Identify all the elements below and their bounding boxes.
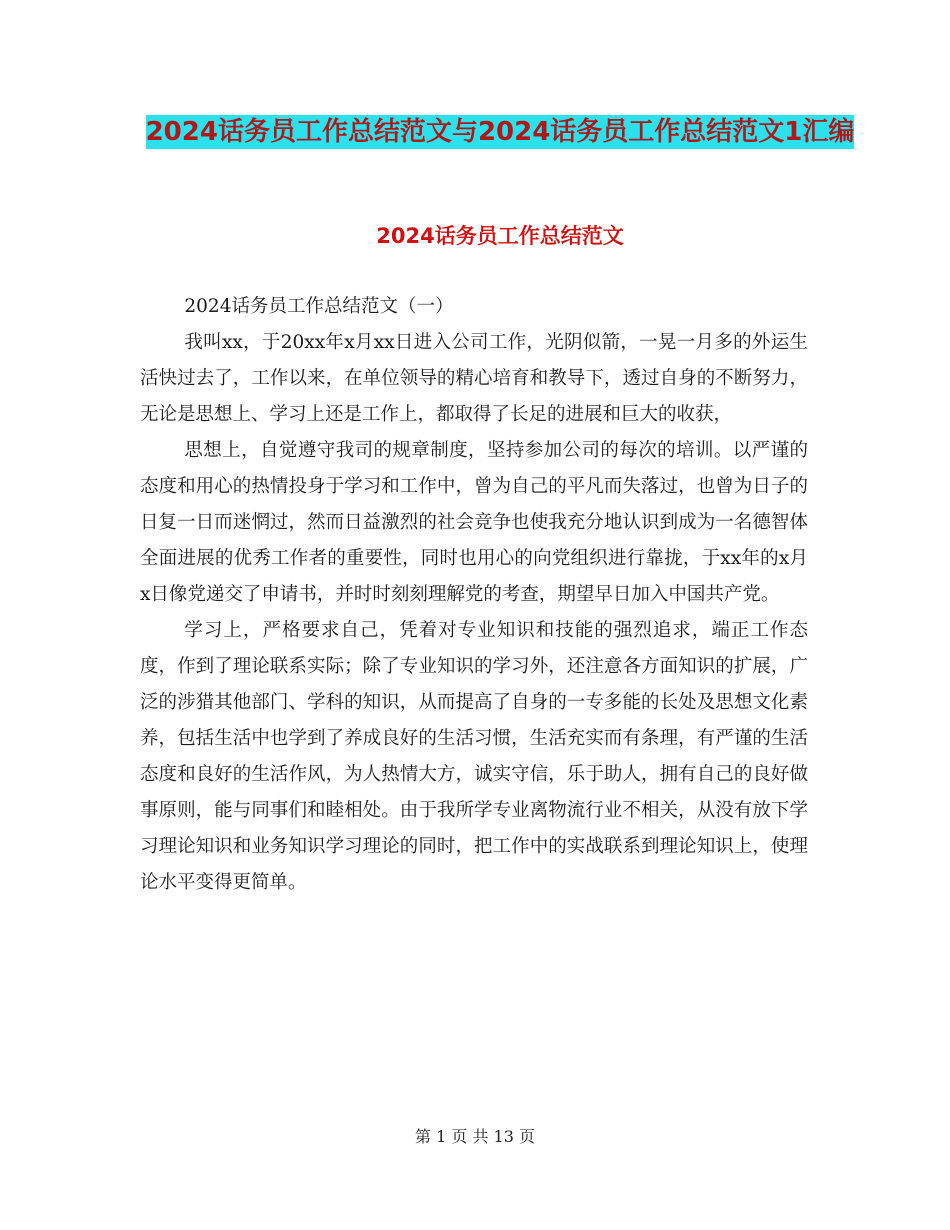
document-title-text: 2024话务员工作总结范文与2024话务员工作总结范文1汇编	[145, 117, 855, 147]
subheading: 2024话务员工作总结范文（一）	[184, 296, 454, 317]
page-footer: 第 1 页 共 13 页	[415, 1127, 535, 1146]
document-body	[140, 289, 808, 901]
paragraph-study: 学习上，严格要求自己，凭着对专业知识和技能的强烈追求，端正工作态度，作到了理论联系实际；除了专业知识的学习外，还注意各方面知识的扩展，广泛的涉猎其他部门、学科的知识，从而提高了自身的一专多能的长处及思想文化素养，包括生活中也学到了养成良好的生活习惯，生活充实而有条理，有严谨的生活态度和良好的生活作风，为人热情大方，诚实守信，乐于助人，拥有自己的良好做事原则，能与同事们和睦相处。由于我所学专业离物流行业不相关，从没有放下学习理论知识和业务知识学习理论的同时，把工作中的实战联系到理论知识上，使理论水平变得更简单。	[140, 620, 808, 893]
paragraph-intro: 我叫xx，于20xx年x月xx日进入公司工作，光阴似箭，一晃一月多的外运生活快过去了，工作以来，在单位领导的精心培育和教导下，透过自身的不断努力，无论是思想上、学习上还是工作上，都取得了长足的进展和巨大的收获，	[140, 332, 808, 425]
document-title	[140, 112, 860, 153]
section-heading: 2024话务员工作总结范文	[376, 224, 624, 248]
paragraph-ideology: 思想上，自觉遵守我司的规章制度，坚持参加公司的每次的培训。以严谨的态度和用心的热情投身于学习和工作中，曾为自己的平凡而失落过，也曾为日子的日复一日而迷惘过，然而日益激烈的社会竞争也使我充分地认识到成为一名德智体全面进展的优秀工作者的重要性，同时也用心的向党组织进行靠拢，于xx年的x月x日像党递交了申请书，并时时刻刻理解党的考查，期望早日加入中国共产党。	[140, 440, 808, 605]
